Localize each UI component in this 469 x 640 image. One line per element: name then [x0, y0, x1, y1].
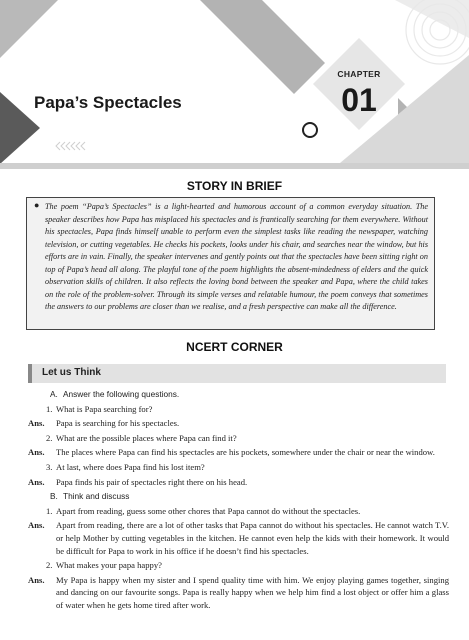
- section-b-heading: [0, 490, 469, 503]
- ans-label: Ans.: [28, 418, 45, 429]
- question: [0, 403, 469, 416]
- ans-label: Ans.: [28, 447, 45, 458]
- ans-label: Ans.: [28, 520, 45, 531]
- answer-text: The places where Papa can find his spectacles are his pockets, somewhere under the chair or near the window.: [56, 447, 435, 458]
- question-number: 2.: [46, 432, 53, 443]
- ncert-heading: NCERT CORNER: [186, 340, 283, 354]
- question-text: What is Papa searching for?: [56, 403, 153, 414]
- header-decoration: [0, 0, 469, 175]
- answer: [0, 417, 469, 430]
- story-text: The poem “Papa’s Spectacles” is a light-hearted and humorous account of a common everyday situation. The speaker describes how Papa has misplaced his spectacles and is frantically searching for them everywhere. Without his spectacles, Papa finds himself unable to perform even the simplest tasks like reading the newspaper, watching television, or cutting vegetables. He checks his pockets, looks under his chair, and searches near the window, but his efforts are in vain. Finally, the speaker intervenes and gently points out that the spectacles have been sitting right on top of Papa’s head all along. The playful tone of the poem highlights the absent-mindedness of elders and the quick observation skills of children. It also reflects the loving bond between the speaker and Papa, where the child takes on the role of the problem-solver. Through its simple verses and relatable humour, the poem conveys that sometimes the answers to our problems are closer than we realise, and a fresh perspective can make all the difference.: [45, 202, 428, 311]
- ans-label: Ans.: [28, 574, 45, 585]
- question-text: What makes your papa happy?: [56, 560, 162, 571]
- section-b-key: B.: [50, 491, 58, 502]
- let-us-think-bar: [28, 364, 446, 383]
- story-heading: STORY IN BRIEF: [186, 179, 283, 193]
- answer-text: My Papa is happy when my sister and I spend quality time with him. We enjoy playing games together, singing and dancing on our favourite songs. Papa is really happy when we help him find a lost object or offer him a glass of water when he gets home tired after work.: [56, 574, 449, 610]
- think-bar-accent: [28, 364, 32, 383]
- section-b-title: Think and discuss: [63, 491, 130, 502]
- answer: [0, 519, 469, 557]
- section-a-heading: [0, 388, 469, 401]
- question-number: 1.: [46, 505, 53, 516]
- answer-text: Papa is searching for his spectacles.: [56, 418, 180, 429]
- question-number: 3.: [46, 461, 53, 472]
- section-a-title: Answer the following questions.: [63, 389, 180, 399]
- answer-text: Papa finds his pair of spectacles right there on his head.: [56, 476, 248, 487]
- question: [0, 559, 469, 572]
- question: [0, 432, 469, 445]
- top-left-gray-band: [0, 0, 58, 58]
- chapter-number: 01: [341, 82, 377, 118]
- question-number: 1.: [46, 403, 53, 414]
- qa-content: [0, 388, 469, 614]
- answer-text: Apart from reading, there are a lot of other tasks that Papa cannot do without his spectacles. He cannot watch T.V. or help Mother by cutting vegetables in the kitchen. He cannot even help the kids with their homework. It would be difficult for Papa to work in his office if he doesn’t find his spectacles.: [56, 520, 449, 556]
- question: [0, 505, 469, 518]
- question-number: 2.: [46, 560, 53, 571]
- bullet-icon: ●: [34, 200, 40, 210]
- let-us-think-label: Let us Think: [42, 367, 101, 378]
- top-gray-stripe: [200, 0, 325, 94]
- ans-label: Ans.: [28, 476, 45, 487]
- chapter-label: CHAPTER: [337, 69, 381, 79]
- question-text: What are the possible places where Papa can find it?: [56, 432, 237, 443]
- answer: [0, 476, 469, 489]
- ring-icon: [303, 123, 317, 137]
- question-text: Apart from reading, guess some other chores that Papa cannot do without the spectacles.: [56, 505, 361, 516]
- answer: [0, 446, 469, 459]
- section-a-key: A.: [50, 389, 58, 399]
- story-box: [26, 197, 435, 330]
- header-divider-band: [0, 163, 469, 169]
- chapter-title: Papa’s Spectacles: [34, 93, 182, 112]
- chevron-pattern-icon: [56, 142, 85, 150]
- question: [0, 461, 469, 474]
- answer: [0, 574, 469, 612]
- question-text: At last, where does Papa find his lost item?: [56, 461, 205, 472]
